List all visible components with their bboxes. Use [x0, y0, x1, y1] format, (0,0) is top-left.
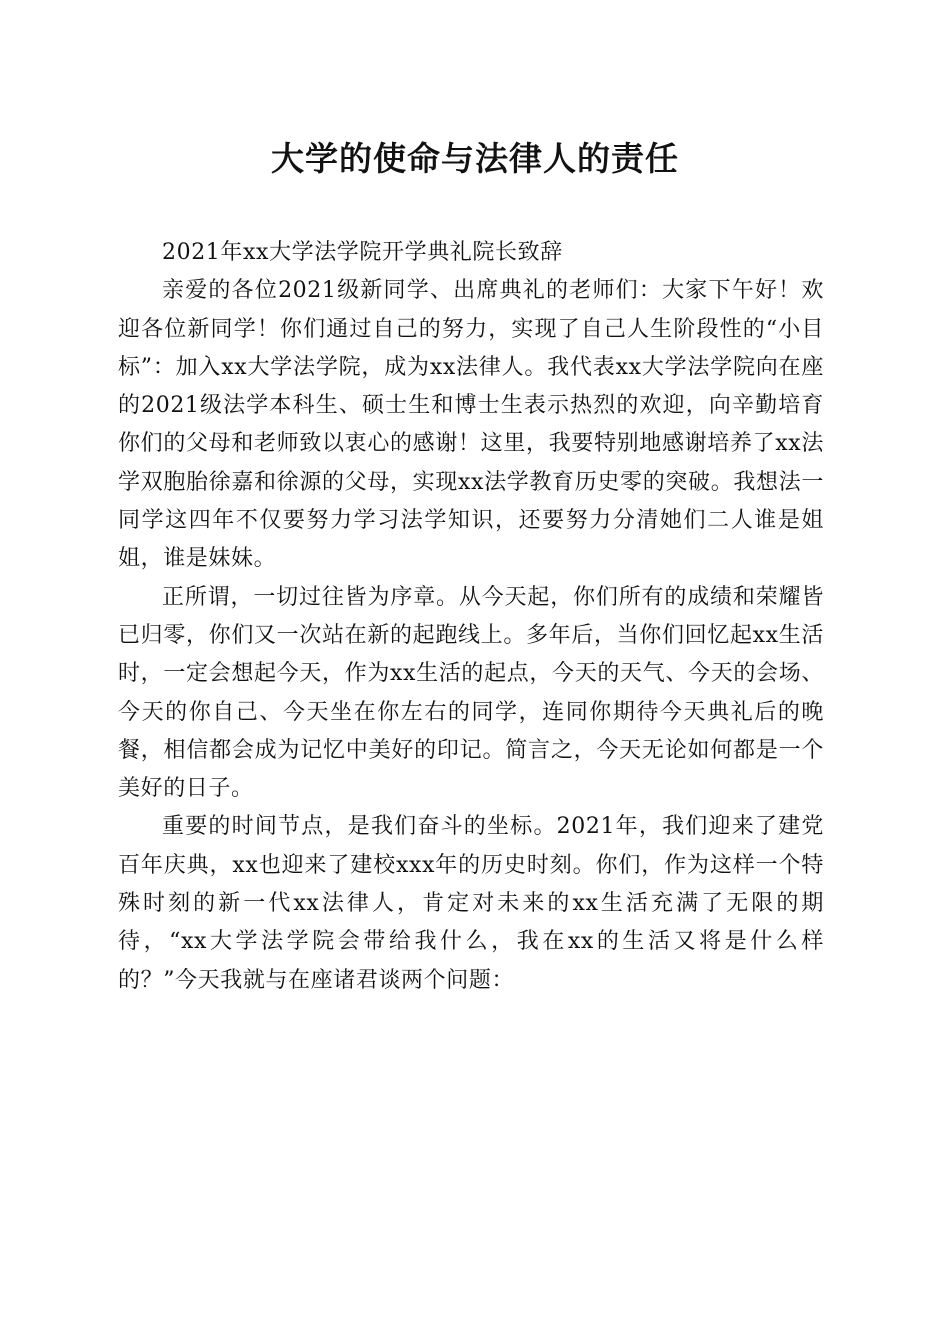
body-paragraph: 重要的时间节点，是我们奋斗的坐标。2021年，我们迎来了建党百年庆典，xx也迎来了建校xxx年的历史时刻。你们，作为这样一个特殊时刻的新一代xx法律人，肯定对未来的xx生活充满了无限的期待，“xx大学法学院会带给我什么，我在xx的生活又将是什么样的？”今天我就与在座诸君谈两个问题：	[118, 814, 824, 993]
document-title: 大学的使命与法律人的责任	[271, 139, 679, 178]
subtitle-paragraph: 2021年xx大学法学院开学典礼院长致辞	[162, 240, 563, 265]
body-paragraph: 正所谓，一切过往皆为序章。从今天起，你们所有的成绩和荣耀皆已归零，你们又一次站在新的起跑线上。多年后，当你们回忆起xx生活时，一定会想起今天，作为xx生活的起点，今天的天气、今天的会场、今天的你自己、今天坐在你左右的同学，连同你期待今天典礼后的晚餐，相信都会成为记忆中美好的印记。简言之，今天无论如何都是一个美好的日子。	[118, 584, 824, 802]
document-body	[118, 234, 824, 1000]
body-paragraph: 亲爱的各位2021级新同学、出席典礼的老师们：大家下午好！欢迎各位新同学！你们通过自己的努力，实现了自己人生阶段性的“小目标”：加入xx大学法学院，成为xx法律人。我代表xx大学法学院向在座的2021级法学本科生、硕士生和博士生表示热烈的欢迎，向辛勤培育你们的父母和老师致以衷心的感谢！这里，我要特别地感谢培养了xx法学双胞胎徐嘉和徐源的父母，实现xx法学教育历史零的突破。我想法一同学这四年不仅要努力学习法学知识，还要努力分清她们二人谁是姐姐，谁是妹妹。	[118, 278, 824, 572]
